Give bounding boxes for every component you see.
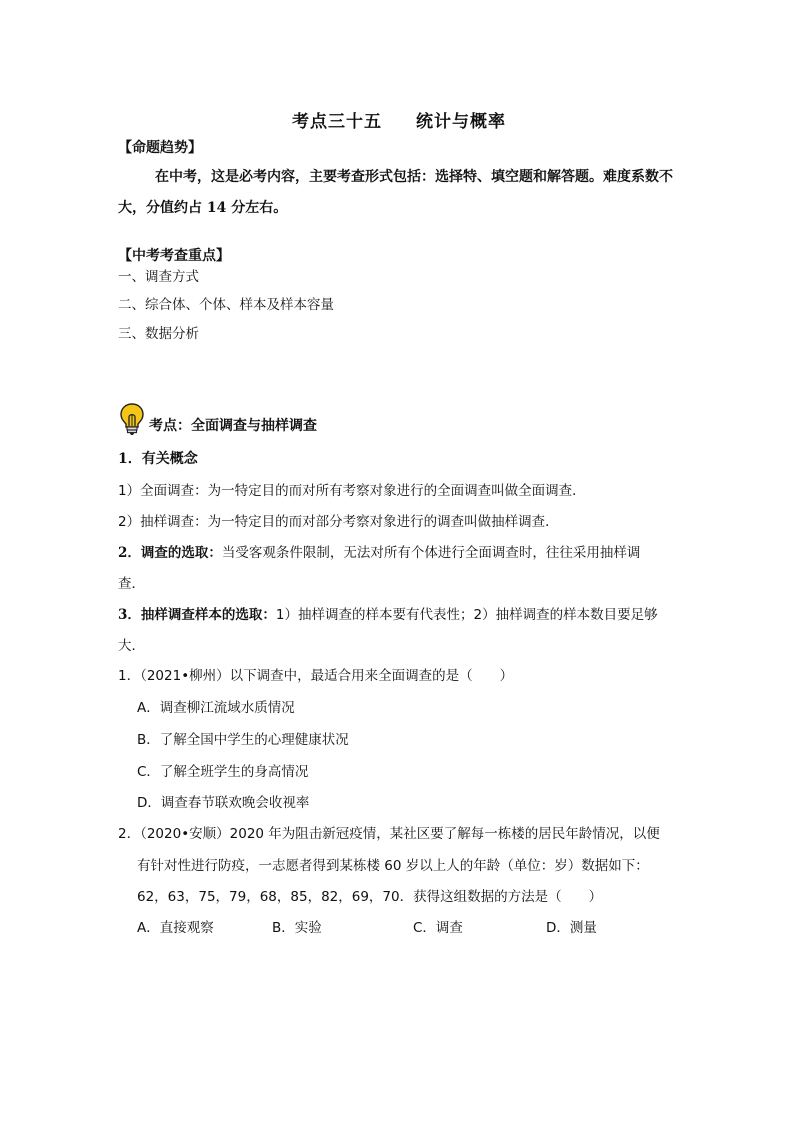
concept-number: 2． bbox=[118, 545, 141, 561]
question-1-stem: 1．（2021•柳州）以下调查中，最适合用来全面调查的是（ ） bbox=[118, 668, 514, 684]
focus-item: 二、综合体、个体、样本及样本容量 bbox=[118, 297, 334, 313]
lightbulb-icon bbox=[119, 402, 145, 436]
trend-line-2: 大，分值约占 14 分左右。 bbox=[118, 200, 288, 216]
question-2-stem-line-3: 62，63，75，79，68，85，82，69，70．获得这组数据的方法是（ ） bbox=[137, 889, 603, 905]
focus-heading: 【中考考查重点】 bbox=[118, 248, 230, 264]
concept-title: 调查的选取： bbox=[140, 545, 222, 561]
concept-number: 3． bbox=[118, 607, 141, 623]
focus-item: 三、数据分析 bbox=[118, 326, 199, 342]
question-2-option-d: D．测量 bbox=[546, 920, 597, 936]
question-2-stem-line-2: 有针对性进行防疫，一志愿者得到某栋楼 60 岁以上人的年龄（单位：岁）数据如下： bbox=[137, 858, 649, 874]
concept-text: 当受客观条件限制，无法对所有个体进行全面调查时，往往采用抽样调 bbox=[221, 545, 641, 561]
trend-line-1: 在中考，这是必考内容，主要考查形式包括：选择特、填空题和解答题。难度系数不 bbox=[155, 169, 673, 185]
concept-line: 查． bbox=[118, 576, 145, 592]
concept-section-2 bbox=[118, 541, 640, 561]
question-2-option-a: A．直接观察 bbox=[137, 920, 214, 936]
concept-line: 2）抽样调查：为一特定目的而对部分考察对象进行的调查叫做抽样调查． bbox=[118, 514, 559, 530]
concept-section-1 bbox=[118, 448, 198, 468]
concept-text: 1）抽样调查的样本要有代表性；2）抽样调查的样本数目要足够 bbox=[275, 607, 658, 623]
page-title bbox=[292, 107, 506, 132]
question-1-option-a: A．调查柳江流域水质情况 bbox=[137, 700, 295, 716]
trend-heading: 【命题趋势】 bbox=[118, 140, 202, 156]
concept-line: 1）全面调查：为一特定目的而对所有考察对象进行的全面调查叫做全面调查． bbox=[118, 483, 586, 499]
title-part1: 考点三十五 bbox=[292, 112, 382, 132]
kaodian-heading: 考点：全面调查与抽样调查 bbox=[149, 418, 317, 434]
concept-number: 1． bbox=[118, 451, 142, 467]
concept-line: 大． bbox=[118, 638, 145, 654]
question-2-stem-line-1: 2．（2020•安顺）2020 年为阻击新冠疫情，某社区要了解每一栋楼的居民年龄情况，以便 bbox=[118, 826, 660, 842]
focus-item: 一、调查方式 bbox=[118, 269, 199, 285]
question-2-option-c: C．调查 bbox=[413, 920, 463, 936]
concept-title: 有关概念 bbox=[141, 451, 198, 467]
question-2-option-b: B．实验 bbox=[272, 920, 322, 936]
question-1-option-d: D．调查春节联欢晚会收视率 bbox=[137, 795, 310, 811]
concept-section-3 bbox=[118, 603, 658, 623]
concept-title: 抽样调查样本的选取： bbox=[140, 607, 276, 623]
question-1-option-b: B．了解全国中学生的心理健康状况 bbox=[137, 732, 349, 748]
title-part2: 统计与概率 bbox=[416, 112, 506, 132]
question-1-option-c: C．了解全班学生的身高情况 bbox=[137, 764, 309, 780]
